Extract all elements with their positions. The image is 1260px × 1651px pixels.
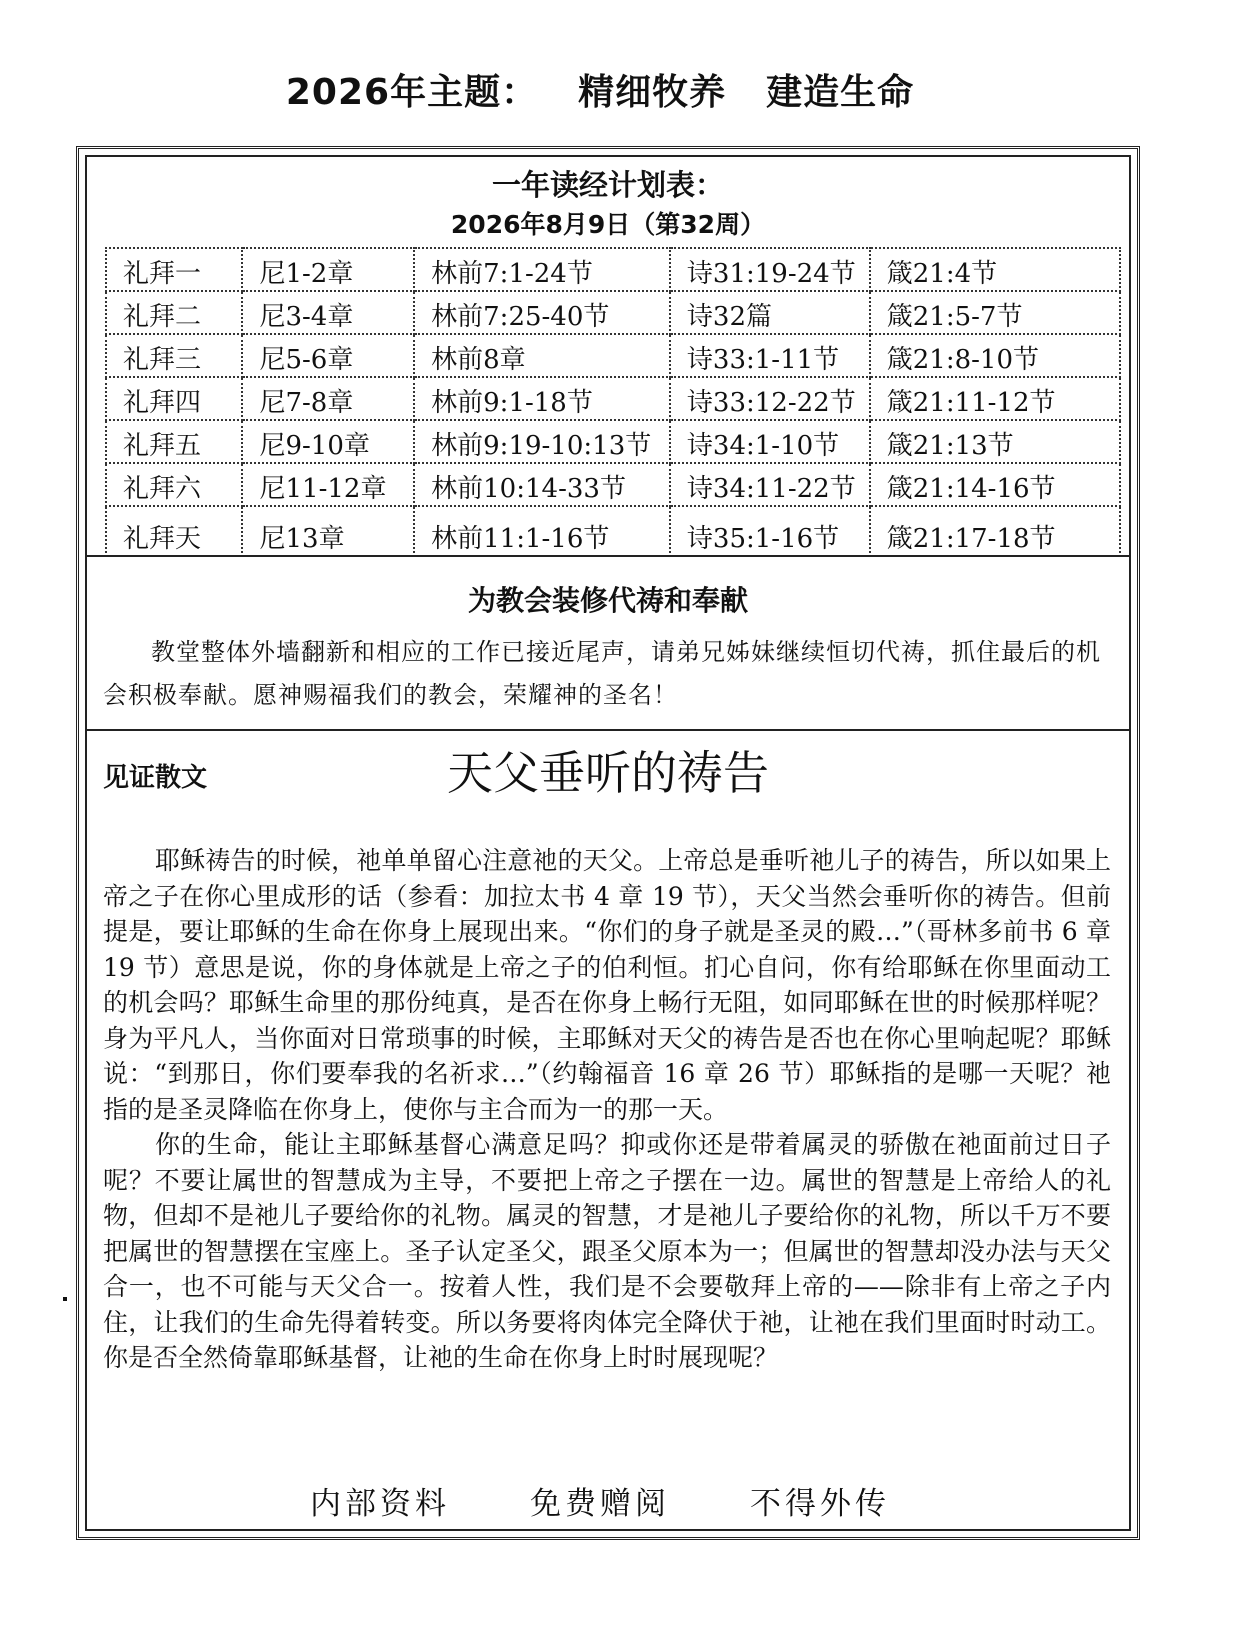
table-row (106, 506, 1120, 556)
psalms-cell: 诗34:11-22节 (670, 463, 870, 506)
section-divider (87, 729, 1129, 731)
corinthians-cell: 林前7:25-40节 (414, 291, 670, 334)
essay-paragraph: 你的生命，能让主耶稣基督心满意足吗？抑或你还是带着属灵的骄傲在祂面前过日子呢？不要让属世的智慧成为主导，不要把上帝之子摆在一边。属世的智慧是上帝给人的礼物，但却不是祂儿子要给你的礼物。属灵的智慧，才是祂儿子要给你的礼物，所以千万不要把属世的智慧摆在宝座上。圣子认定圣父，跟圣父原本为一；但属世的智慧却没办法与天父合一，也不可能与天父合一。按着人性，我们是不会要敬拜上帝的——除非有上帝之子内住，让我们的生命先得着转变。所以务要将肉体完全降伏于祂，让祂在我们里面时时动工。你是否全然倚靠耶稣基督，让祂的生命在你身上时时展现呢？ (103, 1130, 1111, 1372)
nehemiah-cell: 尼3-4章 (242, 291, 414, 334)
reading-plan-table (105, 247, 1121, 557)
footer-notice (0, 1478, 1200, 1523)
bulletin-inner-frame (85, 155, 1131, 1531)
scan-mark (63, 1297, 67, 1301)
footer-free: 免费赠阅 (530, 1486, 670, 1522)
corinthians-cell: 林前7:1-24节 (414, 248, 670, 291)
page-theme (0, 64, 1200, 115)
corinthians-cell: 林前11:1-16节 (414, 506, 670, 556)
psalms-cell: 诗31:19-24节 (670, 248, 870, 291)
day-cell: 礼拜天 (106, 506, 242, 556)
proverbs-cell: 箴21:8-10节 (870, 334, 1120, 377)
proverbs-cell: 箴21:5-7节 (870, 291, 1120, 334)
corinthians-cell: 林前10:14-33节 (414, 463, 670, 506)
bulletin-frame (76, 146, 1140, 1540)
theme-part-1: 精细牧养 (578, 72, 727, 113)
table-row (106, 420, 1120, 463)
proverbs-cell: 箴21:4节 (870, 248, 1120, 291)
theme-label: 2026年主题： (285, 72, 539, 113)
footer-no-distribute: 不得外传 (750, 1486, 890, 1522)
proverbs-cell: 箴21:17-18节 (870, 506, 1120, 556)
nehemiah-cell: 尼7-8章 (242, 377, 414, 420)
table-row (106, 248, 1120, 291)
day-cell: 礼拜六 (106, 463, 242, 506)
reading-plan-date: 2026年8月9日（第32周） (450, 210, 766, 239)
psalms-cell: 诗33:1-11节 (670, 334, 870, 377)
essay-paragraph: 耶稣祷告的时候，祂单单留心注意祂的天父。上帝总是垂听祂儿子的祷告，所以如果上帝之子在你心里成形的话（参看：加拉太书 4 章 19 节），天父当然会垂听你的祷告。但前提是，要让耶稣的生命在你身上展现出来。“你们的身子就是圣灵的殿…”（哥林多前书 6 章 19 节）意思是说，你的身体就是上帝之子的伯利恒。扪心自问，你有给耶稣在你里面动工的机会吗？耶稣生命里的那份纯真，是否在你身上畅行无阻，如同耶稣在世的时候那样呢？身为平凡人，当你面对日常琐事的时候，主耶稣对天父的祷告是否也在你心里响起呢？耶稣说：“到那日，你们要奉我的名祈求…”（约翰福音 16 章 26 节）耶稣指的是哪一天呢？祂指的是圣灵降临在你身上，使你与主合而为一的那一天。 (103, 846, 1111, 1124)
nehemiah-cell: 尼1-2章 (242, 248, 414, 291)
notice-body: 教堂整体外墙翻新和相应的工作已接近尾声，请弟兄姊妹继续恒切代祷，抓住最后的机会积极奉献。愿神赐福我们的教会，荣耀神的圣名！ (103, 638, 1101, 709)
nehemiah-cell: 尼11-12章 (242, 463, 414, 506)
day-cell: 礼拜五 (106, 420, 242, 463)
proverbs-cell: 箴21:13节 (870, 420, 1120, 463)
nehemiah-cell: 尼5-6章 (242, 334, 414, 377)
day-cell: 礼拜三 (106, 334, 242, 377)
footer-internal: 内部资料 (310, 1486, 450, 1522)
psalms-cell: 诗33:12-22节 (670, 377, 870, 420)
table-row (106, 291, 1120, 334)
proverbs-cell: 箴21:11-12节 (870, 377, 1120, 420)
essay-title: 天父垂听的祷告 (447, 746, 769, 800)
section-divider (87, 555, 1129, 557)
day-cell: 礼拜二 (106, 291, 242, 334)
table-row (106, 377, 1120, 420)
day-cell: 礼拜一 (106, 248, 242, 291)
notice-title: 为教会装修代祷和奉献 (467, 584, 748, 617)
essay-body (103, 843, 1111, 1376)
theme-part-2: 建造生命 (766, 72, 915, 113)
nehemiah-cell: 尼13章 (242, 506, 414, 556)
reading-plan-title: 一年读经计划表： (491, 168, 724, 202)
corinthians-cell: 林前8章 (414, 334, 670, 377)
table-row (106, 463, 1120, 506)
corinthians-cell: 林前9:1-18节 (414, 377, 670, 420)
psalms-cell: 诗32篇 (670, 291, 870, 334)
table-row (106, 334, 1120, 377)
day-cell: 礼拜四 (106, 377, 242, 420)
proverbs-cell: 箴21:14-16节 (870, 463, 1120, 506)
corinthians-cell: 林前9:19-10:13节 (414, 420, 670, 463)
psalms-cell: 诗34:1-10节 (670, 420, 870, 463)
nehemiah-cell: 尼9-10章 (242, 420, 414, 463)
psalms-cell: 诗35:1-16节 (670, 506, 870, 556)
essay-label: 见证散文 (103, 763, 208, 793)
